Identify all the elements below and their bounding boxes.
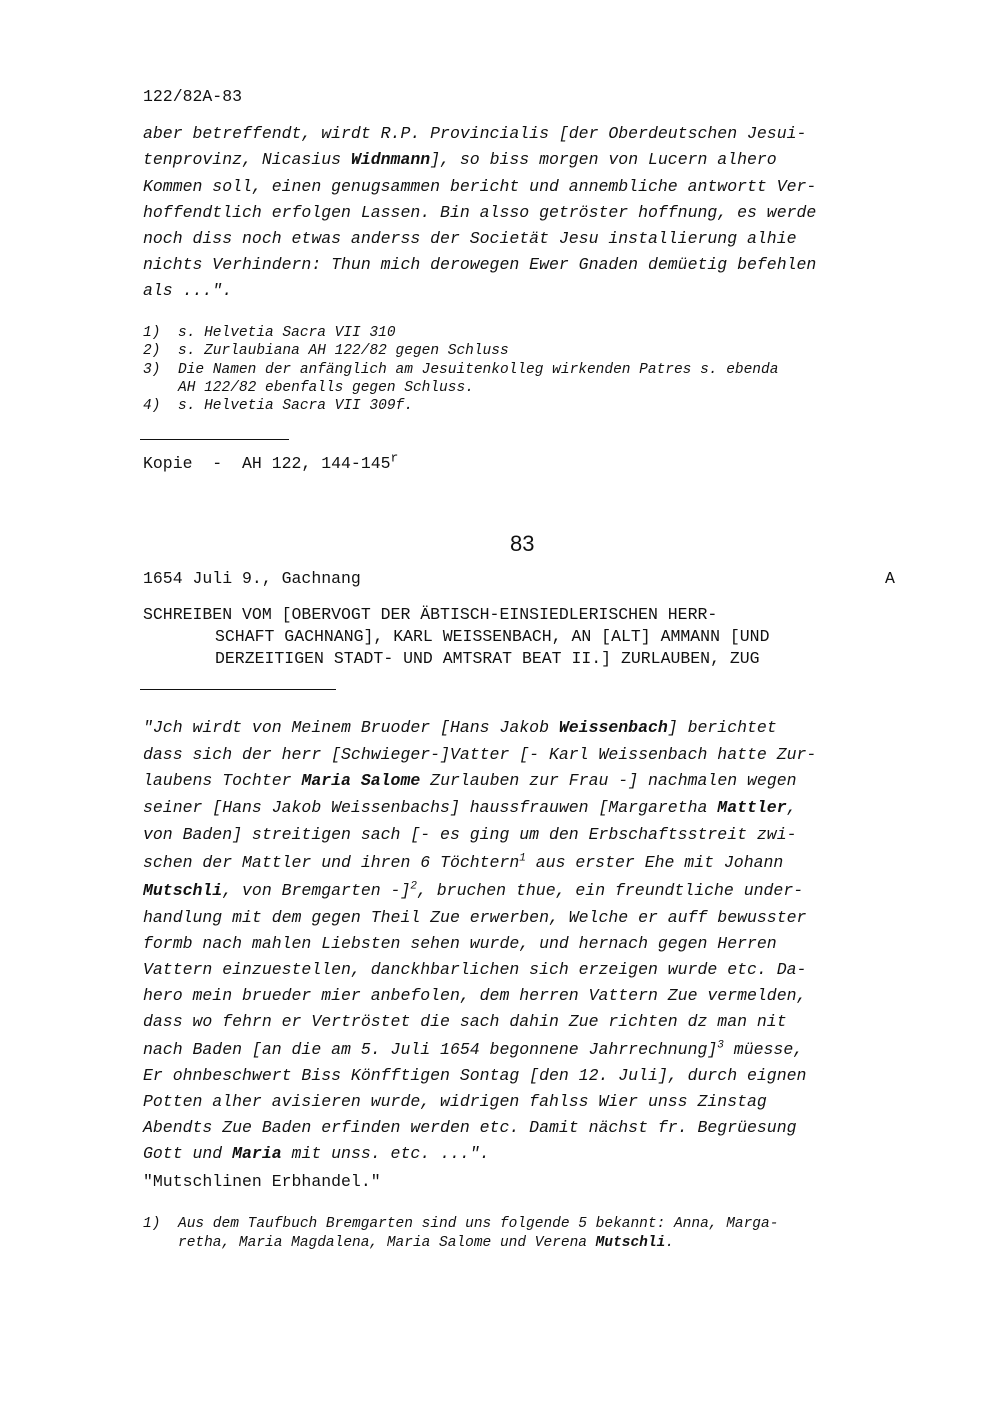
text-line: von Baden] streitigen sach [- es ging um den Erbschaftsstreit zwi- bbox=[143, 825, 797, 844]
text-span: seiner [Hans Jakob Weissenbachs] haussfrauwen [Margaretha bbox=[143, 798, 718, 817]
title-line: DERZEITIGEN STADT- UND AMTSRAT BEAT II.] ZURLAUBEN, ZUG bbox=[215, 649, 760, 668]
separator-rule bbox=[140, 439, 289, 440]
text-line: noch diss noch etwas anderss der Societät Jesu installierung alhie bbox=[143, 229, 797, 248]
date-place: 1654 Juli 9., Gachnang bbox=[143, 569, 361, 588]
text-span: müesse, bbox=[723, 1040, 804, 1059]
footnote-marker: 2 bbox=[410, 880, 417, 893]
footnote-text: AH 122/82 ebenfalls gegen Schluss. bbox=[178, 380, 474, 396]
text-span: "Jch wirdt von Meinem Bruoder [Hans Jakob bbox=[143, 718, 559, 737]
text-span: , bbox=[786, 798, 797, 817]
footnote-marker: 1 bbox=[519, 852, 526, 865]
footnote-number: 2) bbox=[143, 343, 161, 359]
footnote-text bbox=[178, 1235, 674, 1251]
text-span: aus erster Ehe mit Johann bbox=[525, 853, 784, 872]
text-line bbox=[143, 881, 803, 900]
text-line bbox=[143, 150, 777, 169]
page-reference: 122/82A-83 bbox=[143, 87, 243, 106]
text-line: formb nach mahlen Liebsten sehen wurde, und hernach gegen Herren bbox=[143, 934, 777, 953]
footnote-text: Aus dem Taufbuch Bremgarten sind uns folgende 5 bekannt: Anna, Marga- bbox=[178, 1216, 779, 1232]
document-number: 83 bbox=[510, 531, 535, 556]
source-reference bbox=[143, 450, 399, 473]
text-line bbox=[143, 771, 797, 790]
folio-superscript: r bbox=[390, 450, 399, 466]
document-type-letter: A bbox=[885, 569, 895, 588]
title-line: SCHREIBEN VOM [OBERVOGT DER ÄBTISCH-EINSIEDLERISCHEN HERR- bbox=[143, 605, 718, 624]
text-line: Vattern einzuestellen, danckhbarlichen sich erzeigen wurde etc. Da- bbox=[143, 960, 807, 979]
text-span: ], so biss morgen von Lucern alhero bbox=[430, 150, 777, 169]
text-span: nach Baden [an die am 5. Juli 1654 begonnene Jahrrechnung] bbox=[143, 1040, 718, 1059]
text-line: aber betreffendt, wirdt R.P. Provincialis [der Oberdeutschen Jesui- bbox=[143, 124, 807, 143]
source-text: Kopie - AH 122, 144-145 bbox=[143, 454, 391, 473]
name-emphasis: Maria bbox=[232, 1144, 282, 1163]
text-line: hero mein brueder mier anbefolen, dem herren Vattern Zue vermelden, bbox=[143, 986, 807, 1005]
text-line bbox=[143, 1144, 490, 1163]
name-emphasis: Mutschli bbox=[595, 1235, 666, 1251]
text-span: tenprovinz, Nicasius bbox=[143, 150, 351, 169]
text-line: dass wo fehrn er Vertröstet die sach dahin Zue richten dz man nit bbox=[143, 1012, 787, 1031]
text-line bbox=[143, 718, 777, 737]
footnote-text: s. Helvetia Sacra VII 309f. bbox=[178, 398, 413, 414]
text-line bbox=[143, 853, 783, 872]
text-line: Er ohnbeschwert Biss Könfftigen Sontag [den 12. Juli], durch eignen bbox=[143, 1066, 807, 1085]
text-line: Kommen soll, einen genugsammen bericht und annembliche antwortt Ver- bbox=[143, 177, 817, 196]
text-span: ] berichtet bbox=[667, 718, 777, 737]
name-emphasis: Mutschli bbox=[143, 881, 223, 900]
text-span: schen der Mattler und ihren 6 Töchtern bbox=[143, 853, 520, 872]
text-span: Gott und bbox=[143, 1144, 233, 1163]
text-line: nichts Verhindern: Thun mich derowegen Ewer Gnaden demüetig befehlen bbox=[143, 255, 817, 274]
text-line: Potten alher avisieren wurde, widrigen fahlss Wier unss Zinstag bbox=[143, 1092, 767, 1111]
footnote-number: 1) bbox=[143, 325, 161, 341]
footnote-number: 4) bbox=[143, 398, 161, 414]
name-emphasis: Widnmann bbox=[350, 150, 431, 169]
text-line bbox=[143, 1040, 803, 1059]
text-span: mit unss. etc. ...". bbox=[281, 1144, 490, 1163]
text-span: , von Bremgarten -] bbox=[222, 881, 411, 900]
text-span: Zurlauben zur Frau -] nachmalen wegen bbox=[420, 771, 797, 790]
footnote-text: s. Helvetia Sacra VII 310 bbox=[178, 325, 396, 341]
separator-rule bbox=[140, 689, 336, 690]
text-span: , bruchen thue, ein freundtliche under- bbox=[416, 881, 804, 900]
footnote-marker: 3 bbox=[717, 1039, 724, 1052]
text-span: retha, Maria Magdalena, Maria Salome und Verena bbox=[178, 1235, 596, 1251]
text-span: laubens Tochter bbox=[143, 771, 302, 790]
footnote-text: s. Zurlaubiana AH 122/82 gegen Schluss bbox=[178, 343, 509, 359]
name-emphasis: Mattler bbox=[717, 798, 787, 817]
text-line: Abendts Zue Baden erfinden werden etc. Damit nächst fr. Begrüesung bbox=[143, 1118, 797, 1137]
footnote-number: 3) bbox=[143, 362, 161, 378]
text-line: hoffendtlich erfolgen Lassen. Bin alsso getröster hoffnung, es werde bbox=[143, 203, 817, 222]
text-line: handlung mit dem gegen Theil Zue erwerben, Welche er auff bewusster bbox=[143, 908, 807, 927]
title-line: SCHAFT GACHNANG], KARL WEISSENBACH, AN [ALT] AMMANN [UND bbox=[215, 627, 770, 646]
endorsement-line: "Mutschlinen Erbhandel." bbox=[143, 1172, 381, 1191]
text-line: dass sich der herr [Schwieger-]Vatter [- Karl Weissenbach hatte Zur- bbox=[143, 745, 817, 764]
text-line bbox=[143, 798, 797, 817]
text-span: . bbox=[665, 1235, 674, 1251]
footnote-number: 1) bbox=[143, 1216, 161, 1232]
text-line: als ...". bbox=[143, 281, 233, 300]
footnote-text: Die Namen der anfänglich am Jesuitenkolleg wirkenden Patres s. ebenda bbox=[178, 362, 779, 378]
name-emphasis: Maria Salome bbox=[301, 771, 421, 790]
name-emphasis: Weissenbach bbox=[558, 718, 668, 737]
